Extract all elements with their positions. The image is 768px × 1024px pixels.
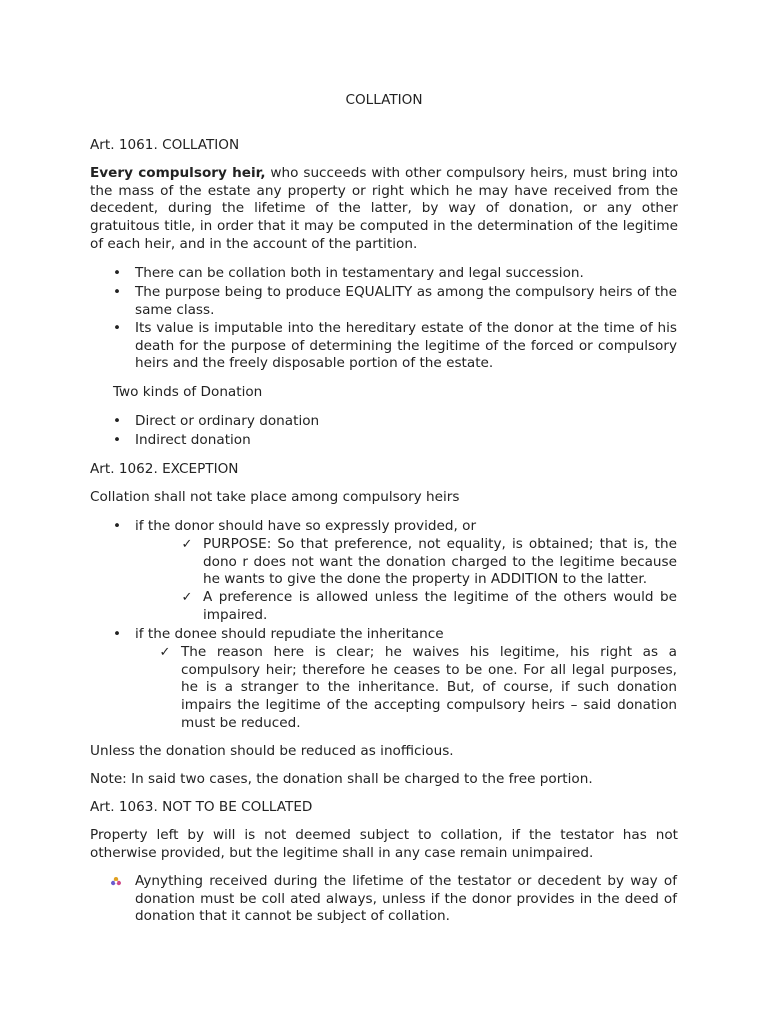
list-item: • if the donor should have so expressly provided, or [135, 518, 677, 536]
list-item: • Its value is imputable into the hereditary estate of the donor at the time of his death for the purpose of determining the legitime of the forced or compulsory heirs and the freely disposable portion of the estate. [135, 320, 677, 373]
list-item: • Indirect donation [135, 432, 677, 450]
art-1061-heading: Art. 1061. COLLATION [90, 137, 240, 153]
flower-bullet-icon [110, 876, 122, 888]
check-item: ✓ A preference is allowed unless the legitime of the others would be impaired. [181, 589, 677, 623]
bullet-dot-icon: • [112, 320, 122, 336]
art-1062-intro: Collation shall not take place among compulsory heirs [90, 489, 460, 505]
list-item: • There can be collation both in testamentary and legal succession. [135, 265, 677, 283]
art-1061-text [90, 165, 678, 254]
list-item: • if the donee should repudiate the inheritance [135, 626, 677, 644]
bullet-dot-icon: • [112, 518, 122, 534]
document-title: COLLATION [345, 92, 423, 108]
list-item: Aynything received during the lifetime of the testator or decedent by way of donation must be coll ated always, unless if the donor provides in the deed of donation that it cannot be subject of collation. [135, 873, 677, 926]
note-text: Note: In said two cases, the donation shall be charged to the free portion. [90, 771, 593, 787]
list-item: • The purpose being to produce EQUALITY as among the compulsory heirs of the same class. [135, 284, 677, 319]
bullet-dot-icon: • [112, 413, 122, 429]
bullet-dot-icon: • [112, 626, 122, 642]
checkmark-icon: ✓ [181, 537, 193, 552]
art-1063-body: Property left by will is not deemed subject to collation, if the testator has not otherwise provided, but the legitime shall in any case remain unimpaired. [90, 827, 678, 861]
check-item: ✓ The reason here is clear; he waives his legitime, his right as a compulsory heir; therefore he ceases to be one. For all legal purposes, he is a stranger to the inheritance. But, of course, if such donation impairs the legitime of the accepting compulsory heirs – said donation must be reduced. [159, 644, 677, 731]
check-item: ✓ PURPOSE: So that preference, not equality, is obtained; that is, the dono r does not want the donation charged to the legitime because he wants to give the done the property in ADDITION to the latter. [181, 536, 677, 588]
donation-kinds-label: Two kinds of Donation [113, 384, 263, 400]
art-1063-heading: Art. 1063. NOT TO BE COLLATED [90, 799, 313, 815]
art-1062-heading: Art. 1062. EXCEPTION [90, 461, 239, 477]
list-item: • Direct or ordinary donation [135, 413, 677, 431]
art-1061-body: who succeeds with other compulsory heirs, must bring into the mass of the estate any property or right which he may have received from the decedent, during the lifetime of the latter, by way of donation, or any other gratuitous title, in order that it may be computed in the determination of the legitime of each heir, and in the account of the partition. [90, 165, 678, 252]
bullet-dot-icon: • [112, 284, 122, 300]
bullet-dot-icon: • [112, 265, 122, 281]
checkmark-icon: ✓ [181, 590, 193, 605]
art-1061-lead: Every compulsory heir, [90, 165, 266, 181]
bullet-dot-icon: • [112, 432, 122, 448]
unless-text: Unless the donation should be reduced as inofficious. [90, 743, 454, 759]
checkmark-icon: ✓ [159, 645, 171, 660]
